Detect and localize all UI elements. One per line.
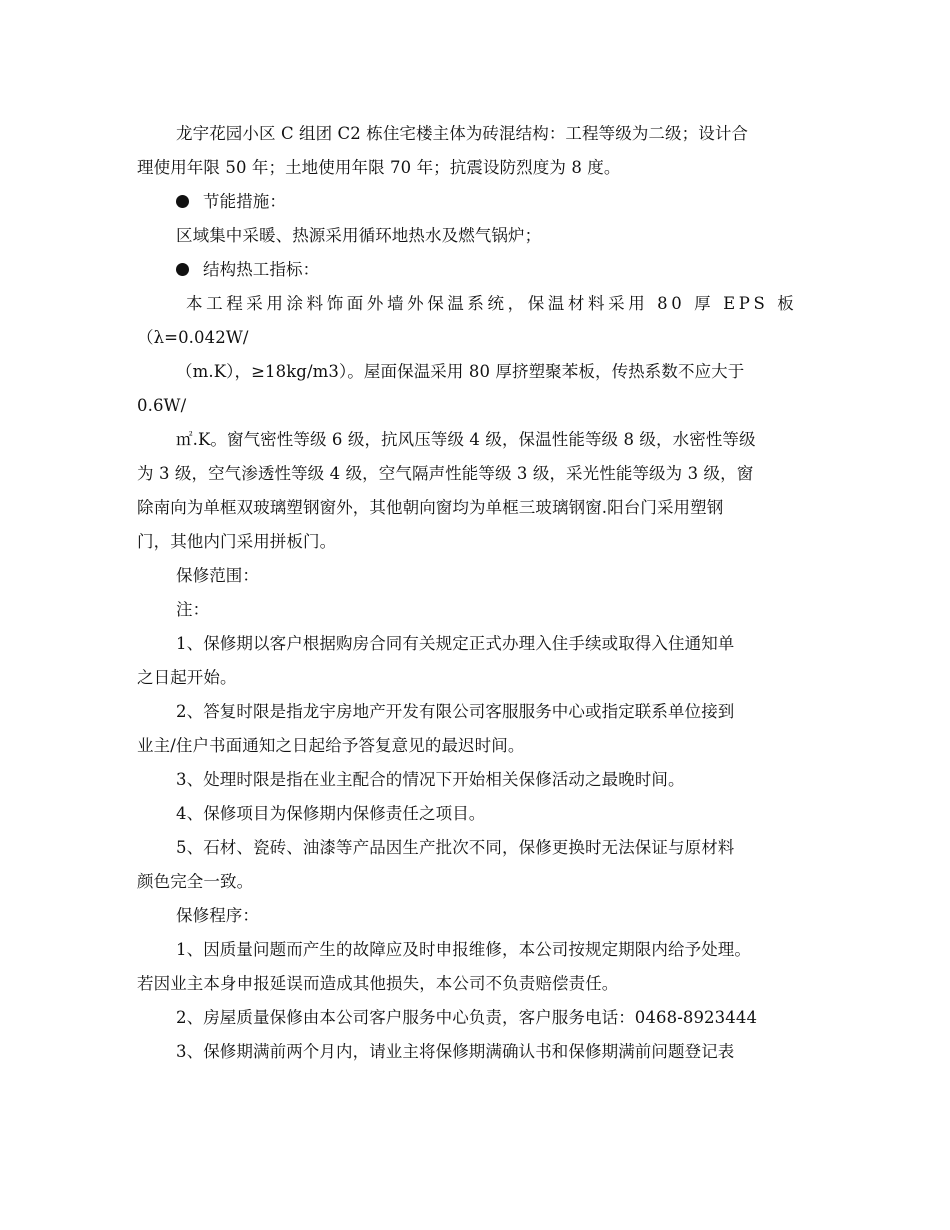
- thermal-line-1: 本工程采用涂料饰面外墙外保温系统，保温材料采用 80 厚 EPS 板: [186, 294, 798, 313]
- procedure-3: 3、保修期满前两个月内，请业主将保修期满确认书和保修期满前问题登记表: [176, 1042, 735, 1061]
- procedure-2: 2、房屋质量保修由本公司客户服务中心负责，客户服务电话：0468-8923444: [176, 1008, 758, 1027]
- procedure-1-line-1: 1、因质量问题而产生的故障应及时申报维修，本公司按规定期限内给予处理。: [176, 940, 751, 959]
- note-4: 4、保修项目为保修期内保修责任之项目。: [176, 804, 486, 823]
- thermal-line-4: 0.6W/: [137, 396, 187, 415]
- thermal-line-6: 为 3 级，空气渗透性等级 4 级，空气隔声性能等级 3 级，采光性能等级为 3 级，窗: [137, 464, 754, 483]
- note-label: 注：: [176, 600, 210, 619]
- thermal-line-2: （λ=0.042W/: [137, 328, 249, 347]
- thermal-heading: [176, 259, 319, 281]
- intro-line-1: 龙宇花园小区 C 组团 C2 栋住宅楼主体为砖混结构：工程等级为二级；设计合: [176, 124, 749, 143]
- note-1-line-2: 之日起开始。: [137, 668, 237, 687]
- energy-text: 区域集中采暖、热源采用循环地热水及燃气锅炉；: [176, 226, 542, 245]
- energy-heading-text: 节能措施：: [203, 192, 286, 211]
- bullet-icon: [176, 263, 189, 276]
- energy-heading: [176, 191, 286, 213]
- thermal-line-5: ㎡.K。窗气密性等级 6 级，抗风压等级 4 级，保温性能等级 8 级，水密性等级: [176, 430, 756, 449]
- thermal-line-3: （m.K），≥18kg/m3）。屋面保温采用 80 厚挤塑聚苯板，传热系数不应大于: [176, 362, 745, 381]
- thermal-line-8: 门，其他内门采用拼板门。: [137, 532, 337, 551]
- note-2-line-2: 业主/住户书面通知之日起给予答复意见的最迟时间。: [137, 736, 525, 755]
- thermal-line-7: 除南向为单框双玻璃塑钢窗外，其他朝向窗均为单框三玻璃钢窗.阳台门采用塑钢: [137, 498, 724, 517]
- note-3: 3、处理时限是指在业主配合的情况下开始相关保修活动之最晚时间。: [176, 770, 685, 789]
- thermal-heading-text: 结构热工指标：: [203, 260, 320, 279]
- intro-line-2: 理使用年限 50 年；土地使用年限 70 年；抗震设防烈度为 8 度。: [137, 158, 621, 177]
- bullet-icon: [176, 195, 189, 208]
- procedure-1-line-2: 若因业主本身申报延误而造成其他损失，本公司不负责赔偿责任。: [137, 974, 619, 993]
- note-5-line-2: 颜色完全一致。: [137, 872, 254, 891]
- procedure-heading: 保修程序：: [176, 906, 259, 925]
- note-1-line-1: 1、保修期以客户根据购房合同有关规定正式办理入住手续或取得入住通知单: [176, 634, 735, 653]
- note-5-line-1: 5、石材、瓷砖、油漆等产品因生产批次不同，保修更换时无法保证与原材料: [176, 838, 735, 857]
- note-2-line-1: 2、答复时限是指龙宇房地产开发有限公司客服服务中心或指定联系单位接到: [176, 702, 735, 721]
- scope-heading: 保修范围：: [176, 566, 259, 585]
